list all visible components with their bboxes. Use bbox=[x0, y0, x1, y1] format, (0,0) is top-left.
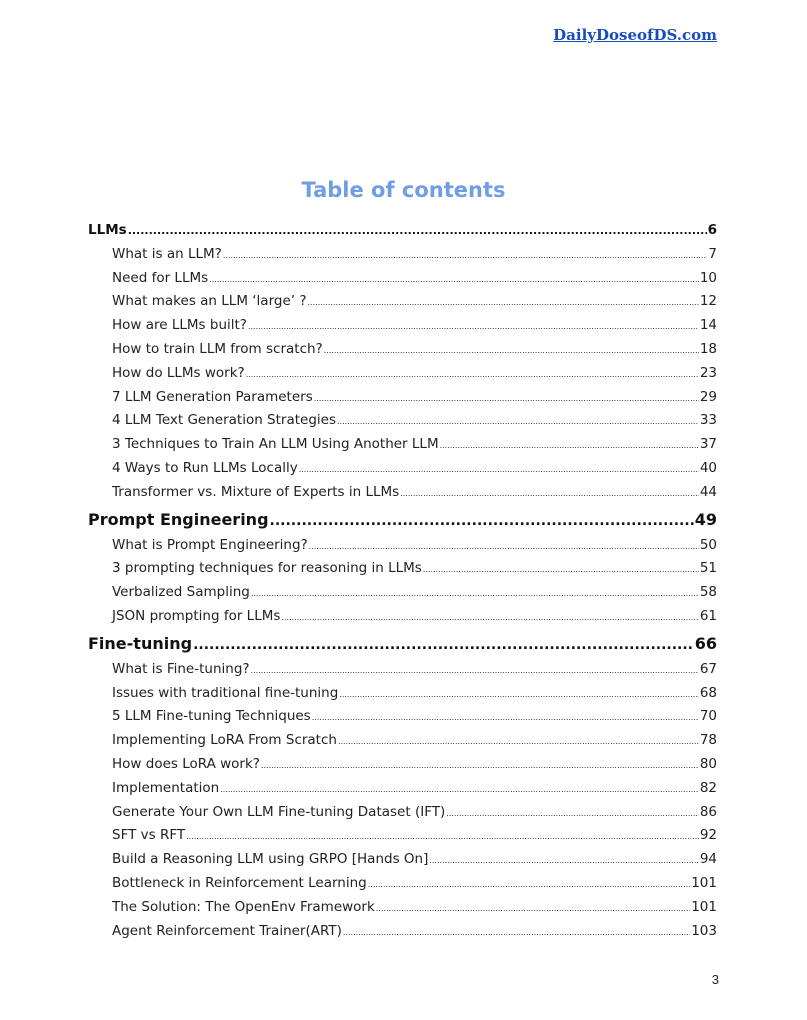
toc-entry-page: 67 bbox=[699, 660, 717, 677]
dot-leader bbox=[423, 558, 699, 581]
table-of-contents bbox=[88, 219, 717, 943]
toc-entry-page: 68 bbox=[699, 684, 717, 701]
toc-entry-label: JSON prompting for LLMs bbox=[112, 607, 281, 624]
toc-entry-label: What is Prompt Engineering? bbox=[112, 536, 308, 553]
toc-entry-label: 5 LLM Fine-tuning Techniques bbox=[112, 708, 311, 725]
toc-entry-page: 66 bbox=[694, 633, 717, 653]
toc-entry-page: 7 bbox=[708, 245, 717, 262]
toc-entry[interactable] bbox=[88, 386, 717, 410]
toc-entry[interactable] bbox=[88, 433, 717, 457]
toc-entry-label: Fine-tuning bbox=[88, 633, 193, 653]
toc-entry-page: 49 bbox=[694, 509, 717, 529]
toc-entry-label: How are LLMs built? bbox=[112, 317, 247, 334]
toc-entry-page: 37 bbox=[699, 436, 717, 453]
dot-leader bbox=[309, 535, 699, 558]
toc-entry[interactable] bbox=[88, 557, 717, 581]
dot-leader bbox=[299, 458, 699, 481]
toc-entry[interactable] bbox=[88, 920, 717, 944]
toc-entry-page: 103 bbox=[691, 922, 717, 939]
dot-leader bbox=[339, 683, 699, 706]
page-number: 3 bbox=[711, 972, 719, 987]
toc-entry-label: What is Fine-tuning? bbox=[112, 660, 250, 677]
toc-entry-page: 14 bbox=[699, 317, 717, 334]
toc-entry-label: Agent Reinforcement Trainer(ART) bbox=[112, 922, 342, 939]
toc-entry[interactable] bbox=[88, 290, 717, 314]
toc-entry-label: Transformer vs. Mixture of Experts in LLMs bbox=[112, 483, 400, 500]
toc-entry[interactable] bbox=[88, 534, 717, 558]
toc-entry-label: 3 prompting techniques for reasoning in LLMs bbox=[112, 560, 422, 577]
toc-entry-label: Bottleneck in Reinforcement Learning bbox=[112, 874, 367, 891]
toc-entry[interactable] bbox=[88, 753, 717, 777]
toc-entry-page: 44 bbox=[699, 483, 717, 500]
toc-entry-label: Need for LLMs bbox=[112, 269, 209, 286]
dot-leader bbox=[368, 873, 690, 896]
dot-leader bbox=[261, 754, 699, 777]
toc-entry-label: SFT vs RFT bbox=[112, 827, 186, 844]
dot-leader bbox=[446, 802, 699, 825]
toc-entry[interactable] bbox=[88, 338, 717, 362]
toc-entry-label: The Solution: The OpenEnv Framework bbox=[112, 898, 375, 915]
toc-entry-page: 18 bbox=[699, 340, 717, 357]
toc-entry-page: 86 bbox=[699, 803, 717, 820]
toc-entry-label: 4 Ways to Run LLMs Locally bbox=[112, 459, 298, 476]
toc-entry-page: 10 bbox=[699, 269, 717, 286]
toc-entry-label: How does LoRA work? bbox=[112, 755, 260, 772]
toc-entry-label: 7 LLM Generation Parameters bbox=[112, 388, 313, 405]
toc-entry[interactable] bbox=[88, 824, 717, 848]
toc-entry[interactable] bbox=[88, 243, 717, 267]
toc-entry-page: 92 bbox=[699, 827, 717, 844]
dot-leader bbox=[337, 410, 699, 433]
dot-leader bbox=[193, 631, 694, 658]
dot-leader bbox=[343, 921, 690, 944]
toc-entry-page: 101 bbox=[691, 874, 717, 891]
toc-entry-label: How do LLMs work? bbox=[112, 364, 245, 381]
toc-entry-label: Issues with traditional fine-tuning bbox=[112, 684, 339, 701]
toc-entry-page: 50 bbox=[699, 536, 717, 553]
toc-entry-label: 4 LLM Text Generation Strategies bbox=[112, 412, 337, 429]
toc-entry-label: What is an LLM? bbox=[112, 245, 222, 262]
toc-section[interactable] bbox=[88, 629, 717, 658]
toc-entry-label: Implementation bbox=[112, 779, 220, 796]
toc-entry-page: 29 bbox=[699, 388, 717, 405]
toc-entry[interactable] bbox=[88, 705, 717, 729]
toc-entry[interactable] bbox=[88, 481, 717, 505]
dot-leader bbox=[186, 825, 699, 848]
dot-leader bbox=[223, 244, 708, 267]
toc-entry-page: 82 bbox=[699, 779, 717, 796]
toc-entry[interactable] bbox=[88, 581, 717, 605]
toc-entry-label: Verbalized Sampling bbox=[112, 584, 250, 601]
dot-leader bbox=[270, 507, 694, 534]
toc-entry-page: 78 bbox=[699, 732, 717, 749]
toc-entry-label: Implementing LoRA From Scratch bbox=[112, 732, 337, 749]
toc-entry-label: 3 Techniques to Train An LLM Using Another LLM bbox=[112, 436, 439, 453]
toc-entry-page: 58 bbox=[699, 584, 717, 601]
toc-entry[interactable] bbox=[88, 409, 717, 433]
toc-entry-page: 70 bbox=[699, 708, 717, 725]
dot-leader bbox=[251, 582, 699, 605]
toc-entry-label: Generate Your Own LLM Fine-tuning Dataset (IFT) bbox=[112, 803, 446, 820]
dot-leader bbox=[400, 482, 699, 505]
toc-entry-page: 51 bbox=[699, 560, 717, 577]
toc-entry-label: Build a Reasoning LLM using GRPO [Hands On] bbox=[112, 851, 429, 868]
dot-leader bbox=[248, 315, 699, 338]
toc-entry-page: 23 bbox=[699, 364, 717, 381]
toc-entry-label: What makes an LLM ‘large’ ? bbox=[112, 293, 307, 310]
dot-leader bbox=[376, 897, 690, 920]
dot-leader bbox=[324, 339, 699, 362]
dot-leader bbox=[281, 606, 698, 629]
dot-leader bbox=[429, 849, 698, 872]
toc-entry[interactable] bbox=[88, 777, 717, 801]
toc-entry-page: 6 bbox=[707, 222, 717, 238]
toc-entry-page: 94 bbox=[699, 851, 717, 868]
dot-leader bbox=[312, 706, 699, 729]
toc-entry[interactable] bbox=[88, 896, 717, 920]
site-link[interactable]: DailyDoseofDS.com bbox=[553, 26, 717, 44]
toc-entry[interactable] bbox=[88, 801, 717, 825]
dot-leader bbox=[220, 778, 699, 801]
toc-entry-page: 101 bbox=[691, 898, 717, 915]
toc-entry[interactable] bbox=[88, 362, 717, 386]
toc-entry-page: 33 bbox=[699, 412, 717, 429]
toc-entry-label: Prompt Engineering bbox=[88, 509, 269, 529]
toc-entry-page: 40 bbox=[699, 459, 717, 476]
dot-leader bbox=[128, 219, 707, 243]
dot-leader bbox=[209, 268, 699, 291]
toc-section[interactable] bbox=[88, 505, 717, 534]
toc-entry[interactable] bbox=[88, 848, 717, 872]
dot-leader bbox=[246, 363, 699, 386]
toc-entry-page: 80 bbox=[699, 755, 717, 772]
dot-leader bbox=[338, 730, 699, 753]
dot-leader bbox=[308, 291, 699, 314]
toc-entry[interactable] bbox=[88, 729, 717, 753]
dot-leader bbox=[440, 434, 699, 457]
toc-entry-label: How to train LLM from scratch? bbox=[112, 340, 323, 357]
toc-entry[interactable] bbox=[88, 682, 717, 706]
dot-leader bbox=[314, 387, 699, 410]
toc-entry[interactable] bbox=[88, 605, 717, 629]
toc-section[interactable] bbox=[88, 219, 717, 243]
page-title: Table of contents bbox=[301, 178, 506, 202]
toc-entry-page: 61 bbox=[699, 607, 717, 624]
toc-entry[interactable] bbox=[88, 314, 717, 338]
toc-entry[interactable] bbox=[88, 267, 717, 291]
dot-leader bbox=[251, 659, 699, 682]
toc-entry-label: LLMs bbox=[88, 222, 127, 238]
toc-entry[interactable] bbox=[88, 658, 717, 682]
toc-entry[interactable] bbox=[88, 872, 717, 896]
toc-entry-page: 12 bbox=[699, 293, 717, 310]
toc-entry[interactable] bbox=[88, 457, 717, 481]
